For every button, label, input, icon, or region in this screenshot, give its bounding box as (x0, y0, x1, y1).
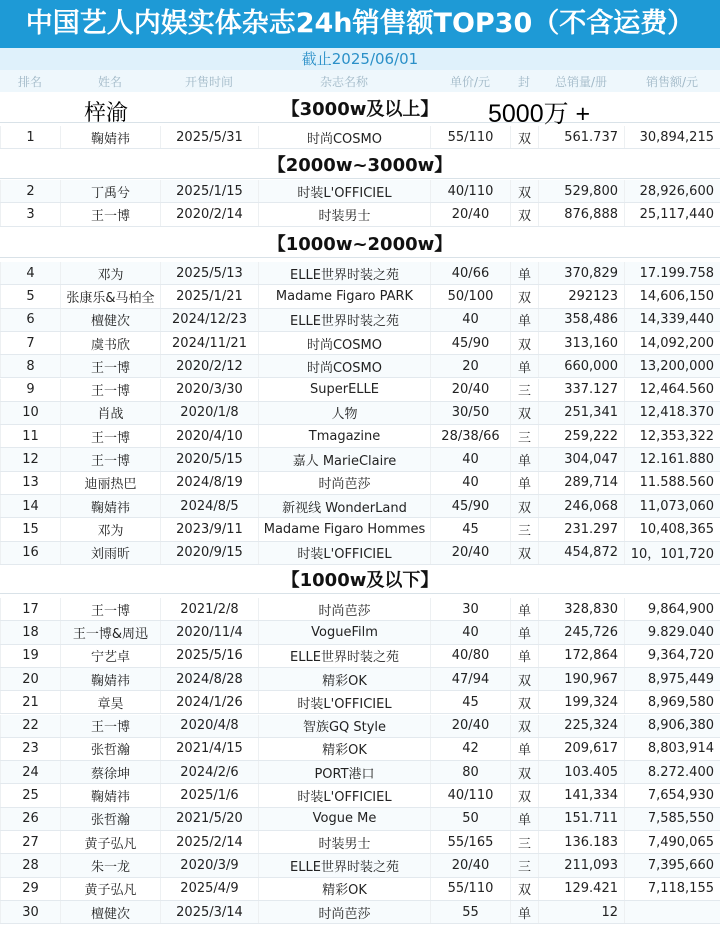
table-row (0, 831, 720, 854)
cell-rank: 10 (0, 402, 60, 424)
handwritten-amount-note: 5000万 + (488, 100, 591, 128)
cell-rank: 11 (0, 425, 60, 447)
cell-cover: 单 (510, 262, 538, 284)
handwritten-name-note: 梓渝 (84, 100, 129, 125)
cell-magazine: 时装L'OFFICIEL (258, 542, 430, 564)
cell-cover: 单 (510, 738, 538, 760)
cell-magazine: Madame Figaro Hommes (258, 518, 430, 540)
cell-date: 2025/5/16 (160, 645, 258, 667)
cell-rank: 6 (0, 309, 60, 331)
cell-sales: 14,606,150 (624, 285, 720, 307)
cell-name: 王一博 (60, 355, 160, 377)
cell-volume: 660,000 (538, 355, 624, 377)
cell-magazine: 时尚芭莎 (258, 472, 430, 494)
cell-sales: 7,654,930 (624, 784, 720, 806)
cell-volume: 529,800 (538, 180, 624, 202)
cell-sales: 7,490,065 (624, 831, 720, 853)
cell-magazine: PORT港口 (258, 761, 430, 783)
cell-date: 2024/8/28 (160, 668, 258, 690)
cell-price: 40 (430, 621, 510, 643)
cell-cover: 三 (510, 854, 538, 876)
cell-magazine: 人物 (258, 402, 430, 424)
cell-cover: 双 (510, 668, 538, 690)
cell-name: 邓为 (60, 262, 160, 284)
cell-sales: 9,364,720 (624, 645, 720, 667)
cell-sales: 11,073,060 (624, 495, 720, 517)
cell-volume: 136.183 (538, 831, 624, 853)
cell-sales: 8,906,380 (624, 715, 720, 737)
cell-price: 40/110 (430, 784, 510, 806)
cell-magazine: Tmagazine (258, 425, 430, 447)
cell-name: 王一博 (60, 425, 160, 447)
cell-price: 47/94 (430, 668, 510, 690)
cell-rank: 28 (0, 854, 60, 876)
cell-volume: 328,830 (538, 598, 624, 620)
cell-price: 40 (430, 472, 510, 494)
cell-sales: 10，101,720 (624, 542, 720, 564)
cell-price: 50 (430, 808, 510, 830)
cell-cover: 双 (510, 285, 538, 307)
cell-volume: 225,324 (538, 715, 624, 737)
cell-cover: 双 (510, 691, 538, 713)
cell-sales: 25,117,440 (624, 203, 720, 225)
cell-rank: 8 (0, 355, 60, 377)
cell-magazine: 时装L'OFFICIEL (258, 784, 430, 806)
cell-price: 40/66 (430, 262, 510, 284)
cell-price: 20/40 (430, 379, 510, 401)
cell-date: 2021/4/15 (160, 738, 258, 760)
table-row (0, 126, 720, 149)
cell-rank: 25 (0, 784, 60, 806)
cell-date: 2020/11/4 (160, 621, 258, 643)
cell-name: 张哲瀚 (60, 808, 160, 830)
table-row (0, 472, 720, 495)
cell-price: 45/90 (430, 332, 510, 354)
cell-magazine: ELLE世界时装之苑 (258, 645, 430, 667)
cell-cover: 单 (510, 309, 538, 331)
cell-date: 2020/1/8 (160, 402, 258, 424)
cell-name: 迪丽热巴 (60, 472, 160, 494)
cell-name: 章昊 (60, 691, 160, 713)
cell-cover: 双 (510, 402, 538, 424)
cell-price: 55/110 (430, 126, 510, 148)
cell-cover: 双 (510, 878, 538, 900)
cell-price: 55/165 (430, 831, 510, 853)
cell-cover: 单 (510, 901, 538, 923)
cell-rank: 29 (0, 878, 60, 900)
cell-magazine: 时装L'OFFICIEL (258, 691, 430, 713)
cell-date: 2025/4/9 (160, 878, 258, 900)
cell-magazine: 时装男士 (258, 203, 430, 225)
table-row (0, 542, 720, 565)
table-row (0, 854, 720, 877)
cell-magazine: 时尚芭莎 (258, 598, 430, 620)
cell-name: 王一博 (60, 203, 160, 225)
cell-volume: 246,068 (538, 495, 624, 517)
cell-name: 王一博 (60, 379, 160, 401)
table-row (0, 784, 720, 807)
cell-volume: 12 (538, 901, 624, 923)
cell-volume: 358,486 (538, 309, 624, 331)
cell-volume: 211,093 (538, 854, 624, 876)
cell-sales: 14,092,200 (624, 332, 720, 354)
cell-sales: 7,395,660 (624, 854, 720, 876)
cell-sales: 14,339,440 (624, 309, 720, 331)
cell-sales: 8,969,580 (624, 691, 720, 713)
cell-cover: 双 (510, 203, 538, 225)
table-row (0, 901, 720, 924)
cell-name: 黄子弘凡 (60, 831, 160, 853)
cell-date: 2021/2/8 (160, 598, 258, 620)
cell-sales: 17.199.758 (624, 262, 720, 284)
cell-volume: 103.405 (538, 761, 624, 783)
cell-price: 20/40 (430, 854, 510, 876)
cell-date: 2020/4/10 (160, 425, 258, 447)
cell-sales (624, 901, 720, 923)
cell-magazine: 时尚芭莎 (258, 901, 430, 923)
cell-name: 檀健次 (60, 901, 160, 923)
cell-name: 宁艺卓 (60, 645, 160, 667)
cell-sales: 9,864,900 (624, 598, 720, 620)
cell-cover: 单 (510, 808, 538, 830)
cell-volume: 141,334 (538, 784, 624, 806)
cell-magazine: 精彩OK (258, 878, 430, 900)
cell-name: 丁禹兮 (60, 180, 160, 202)
cell-price: 30/50 (430, 402, 510, 424)
cell-sales: 8,975,449 (624, 668, 720, 690)
cell-volume: 370,829 (538, 262, 624, 284)
cell-date: 2025/3/14 (160, 901, 258, 923)
cell-price: 55 (430, 901, 510, 923)
cell-sales: 12,418.370 (624, 402, 720, 424)
cell-volume: 876,888 (538, 203, 624, 225)
cell-volume: 259,222 (538, 425, 624, 447)
table-row (0, 448, 720, 471)
group-header-g2: 【2000w~3000w】 (0, 152, 720, 179)
cell-name: 蔡徐坤 (60, 761, 160, 783)
col-header-rank: 排名 (17, 74, 42, 89)
cell-rank: 21 (0, 691, 60, 713)
cell-cover: 双 (510, 180, 538, 202)
cell-sales: 30,894,215 (624, 126, 720, 148)
cell-volume: 199,324 (538, 691, 624, 713)
cell-name: 王一博 (60, 598, 160, 620)
cell-volume: 561.737 (538, 126, 624, 148)
cell-cover: 单 (510, 598, 538, 620)
cell-rank: 15 (0, 518, 60, 540)
cell-date: 2024/8/5 (160, 495, 258, 517)
table-row (0, 738, 720, 761)
cell-price: 42 (430, 738, 510, 760)
table-row (0, 761, 720, 784)
cell-date: 2021/5/20 (160, 808, 258, 830)
cell-name: 王一博 (60, 715, 160, 737)
cell-volume: 245,726 (538, 621, 624, 643)
cell-rank: 20 (0, 668, 60, 690)
cell-sales: 8.272.400 (624, 761, 720, 783)
cell-rank: 27 (0, 831, 60, 853)
cell-date: 2024/1/26 (160, 691, 258, 713)
cell-price: 45 (430, 518, 510, 540)
table-row (0, 355, 720, 378)
cell-magazine: 智族GQ Style (258, 715, 430, 737)
table-row (0, 402, 720, 425)
col-header-cover: 封 (517, 74, 530, 89)
cell-magazine: 时尚COSMO (258, 126, 430, 148)
cell-cover: 双 (510, 784, 538, 806)
cell-cover: 双 (510, 495, 538, 517)
cell-cover: 双 (510, 126, 538, 148)
cell-name: 王一博 (60, 448, 160, 470)
cell-magazine: ELLE世界时装之苑 (258, 262, 430, 284)
cell-price: 40 (430, 309, 510, 331)
cell-sales: 12,464.560 (624, 379, 720, 401)
cell-rank: 2 (0, 180, 60, 202)
cell-sales: 12.161.880 (624, 448, 720, 470)
col-header-volume: 总销量/册 (554, 74, 608, 89)
cell-magazine: ELLE世界时装之苑 (258, 854, 430, 876)
cell-date: 2025/5/13 (160, 262, 258, 284)
cell-rank: 30 (0, 901, 60, 923)
cell-price: 80 (430, 761, 510, 783)
cell-price: 40 (430, 448, 510, 470)
cell-rank: 7 (0, 332, 60, 354)
cell-volume: 129.421 (538, 878, 624, 900)
cell-sales: 7,118,155 (624, 878, 720, 900)
col-header-magazine: 杂志名称 (319, 74, 368, 89)
cell-volume: 172,864 (538, 645, 624, 667)
cell-date: 2025/1/6 (160, 784, 258, 806)
cell-sales: 7,585,550 (624, 808, 720, 830)
group-header-g3: 【1000w~2000w】 (0, 231, 720, 258)
cell-rank: 9 (0, 379, 60, 401)
cell-name: 王一博&周迅 (60, 621, 160, 643)
cell-price: 28/38/66 (430, 425, 510, 447)
cell-cover: 三 (510, 831, 538, 853)
cell-name: 虞书欣 (60, 332, 160, 354)
cell-rank: 14 (0, 495, 60, 517)
cell-name: 鞠婧祎 (60, 784, 160, 806)
cell-cover: 单 (510, 645, 538, 667)
cell-date: 2024/2/6 (160, 761, 258, 783)
table-row (0, 379, 720, 402)
cell-rank: 13 (0, 472, 60, 494)
cell-rank: 1 (0, 126, 60, 148)
cell-name: 张康乐&马柏全 (60, 285, 160, 307)
cell-volume: 151.711 (538, 808, 624, 830)
cell-magazine: Vogue Me (258, 808, 430, 830)
cell-cover: 单 (510, 472, 538, 494)
cell-volume: 337.127 (538, 379, 624, 401)
cell-volume: 251,341 (538, 402, 624, 424)
table-row (0, 668, 720, 691)
table-row (0, 309, 720, 332)
cell-date: 2024/12/23 (160, 309, 258, 331)
cell-rank: 24 (0, 761, 60, 783)
cell-name: 黄子弘凡 (60, 878, 160, 900)
table-row (0, 808, 720, 831)
cell-cover: 单 (510, 448, 538, 470)
cell-cover: 双 (510, 332, 538, 354)
cell-rank: 17 (0, 598, 60, 620)
cell-date: 2020/5/15 (160, 448, 258, 470)
cell-price: 40/110 (430, 180, 510, 202)
cell-magazine: 精彩OK (258, 738, 430, 760)
table-row (0, 425, 720, 448)
table-row (0, 715, 720, 738)
cell-name: 朱一龙 (60, 854, 160, 876)
cell-name: 刘雨昕 (60, 542, 160, 564)
cell-rank: 3 (0, 203, 60, 225)
cell-cover: 三 (510, 379, 538, 401)
cell-cover: 双 (510, 542, 538, 564)
cell-name: 肖战 (60, 402, 160, 424)
group-header-g1: 【3000w及以上】 (0, 96, 720, 123)
cell-rank: 19 (0, 645, 60, 667)
cell-date: 2020/9/15 (160, 542, 258, 564)
cell-magazine: 时装男士 (258, 831, 430, 853)
cell-volume: 292123 (538, 285, 624, 307)
cell-price: 55/110 (430, 878, 510, 900)
cell-rank: 5 (0, 285, 60, 307)
cell-sales: 10,408,365 (624, 518, 720, 540)
cell-price: 20 (430, 355, 510, 377)
cell-magazine: VogueFilm (258, 621, 430, 643)
cell-date: 2025/5/31 (160, 126, 258, 148)
table-row (0, 621, 720, 644)
table-row (0, 203, 720, 226)
cell-name: 邓为 (60, 518, 160, 540)
cell-date: 2020/2/14 (160, 203, 258, 225)
table-row (0, 495, 720, 518)
cell-date: 2025/1/15 (160, 180, 258, 202)
cell-rank: 18 (0, 621, 60, 643)
cell-date: 2024/8/19 (160, 472, 258, 494)
cell-rank: 26 (0, 808, 60, 830)
page-title: 中国艺人内娱实体杂志24h销售额TOP30（不含运费） (0, 0, 720, 48)
cell-date: 2025/1/21 (160, 285, 258, 307)
table-header (0, 70, 720, 92)
cell-cover: 单 (510, 621, 538, 643)
cell-date: 2020/3/9 (160, 854, 258, 876)
group-header-g4: 【1000w及以下】 (0, 567, 720, 594)
table-row (0, 878, 720, 901)
table-row (0, 598, 720, 621)
cell-volume: 454,872 (538, 542, 624, 564)
cell-price: 40/80 (430, 645, 510, 667)
cell-date: 2020/3/30 (160, 379, 258, 401)
cell-volume: 231.297 (538, 518, 624, 540)
cell-name: 张哲瀚 (60, 738, 160, 760)
cell-cover: 双 (510, 715, 538, 737)
cell-price: 20/40 (430, 203, 510, 225)
table-row (0, 262, 720, 285)
cell-date: 2024/11/21 (160, 332, 258, 354)
cell-sales: 28,926,600 (624, 180, 720, 202)
cell-sales: 8,803,914 (624, 738, 720, 760)
cell-magazine: SuperELLE (258, 379, 430, 401)
cell-volume: 304,047 (538, 448, 624, 470)
cell-rank: 22 (0, 715, 60, 737)
cell-price: 45/90 (430, 495, 510, 517)
cell-volume: 313,160 (538, 332, 624, 354)
cell-cover: 三 (510, 518, 538, 540)
cell-sales: 13,200,000 (624, 355, 720, 377)
cell-sales: 12,353,322 (624, 425, 720, 447)
cutoff-date: 截止2025/06/01 (0, 48, 720, 70)
cell-date: 2020/4/8 (160, 715, 258, 737)
cell-volume: 190,967 (538, 668, 624, 690)
cell-rank: 4 (0, 262, 60, 284)
cell-rank: 12 (0, 448, 60, 470)
cell-date: 2023/9/11 (160, 518, 258, 540)
cell-name: 鞠婧祎 (60, 668, 160, 690)
cell-magazine: 时尚COSMO (258, 355, 430, 377)
table-row (0, 285, 720, 308)
cell-volume: 209,617 (538, 738, 624, 760)
cell-magazine: 新视线 WonderLand (258, 495, 430, 517)
cell-rank: 23 (0, 738, 60, 760)
cell-cover: 三 (510, 425, 538, 447)
table-row (0, 645, 720, 668)
cell-magazine: Madame Figaro PARK (258, 285, 430, 307)
cell-price: 45 (430, 691, 510, 713)
col-header-price: 单价/元 (449, 74, 491, 89)
table-row (0, 518, 720, 541)
cell-magazine: ELLE世界时装之苑 (258, 309, 430, 331)
cell-magazine: 精彩OK (258, 668, 430, 690)
cell-name: 鞠婧祎 (60, 495, 160, 517)
cell-name: 鞠婧祎 (60, 126, 160, 148)
cell-date: 2020/2/12 (160, 355, 258, 377)
cell-magazine: 嘉人 MarieClaire (258, 448, 430, 470)
cell-name: 檀健次 (60, 309, 160, 331)
cell-date: 2025/2/14 (160, 831, 258, 853)
table-row (0, 691, 720, 714)
cell-cover: 单 (510, 355, 538, 377)
cell-price: 20/40 (430, 715, 510, 737)
col-header-name: 姓名 (97, 74, 122, 89)
cell-magazine: 时尚COSMO (258, 332, 430, 354)
col-header-sales: 销售额/元 (645, 74, 699, 89)
table-row (0, 180, 720, 203)
cell-price: 20/40 (430, 542, 510, 564)
cell-sales: 11.588.560 (624, 472, 720, 494)
table-row (0, 332, 720, 355)
cell-price: 50/100 (430, 285, 510, 307)
cell-sales: 9.829.040 (624, 621, 720, 643)
cell-price: 30 (430, 598, 510, 620)
cell-rank: 16 (0, 542, 60, 564)
cell-volume: 289,714 (538, 472, 624, 494)
cell-magazine: 时装L'OFFICIEL (258, 180, 430, 202)
cell-cover: 双 (510, 761, 538, 783)
col-header-date: 开售时间 (184, 74, 233, 89)
